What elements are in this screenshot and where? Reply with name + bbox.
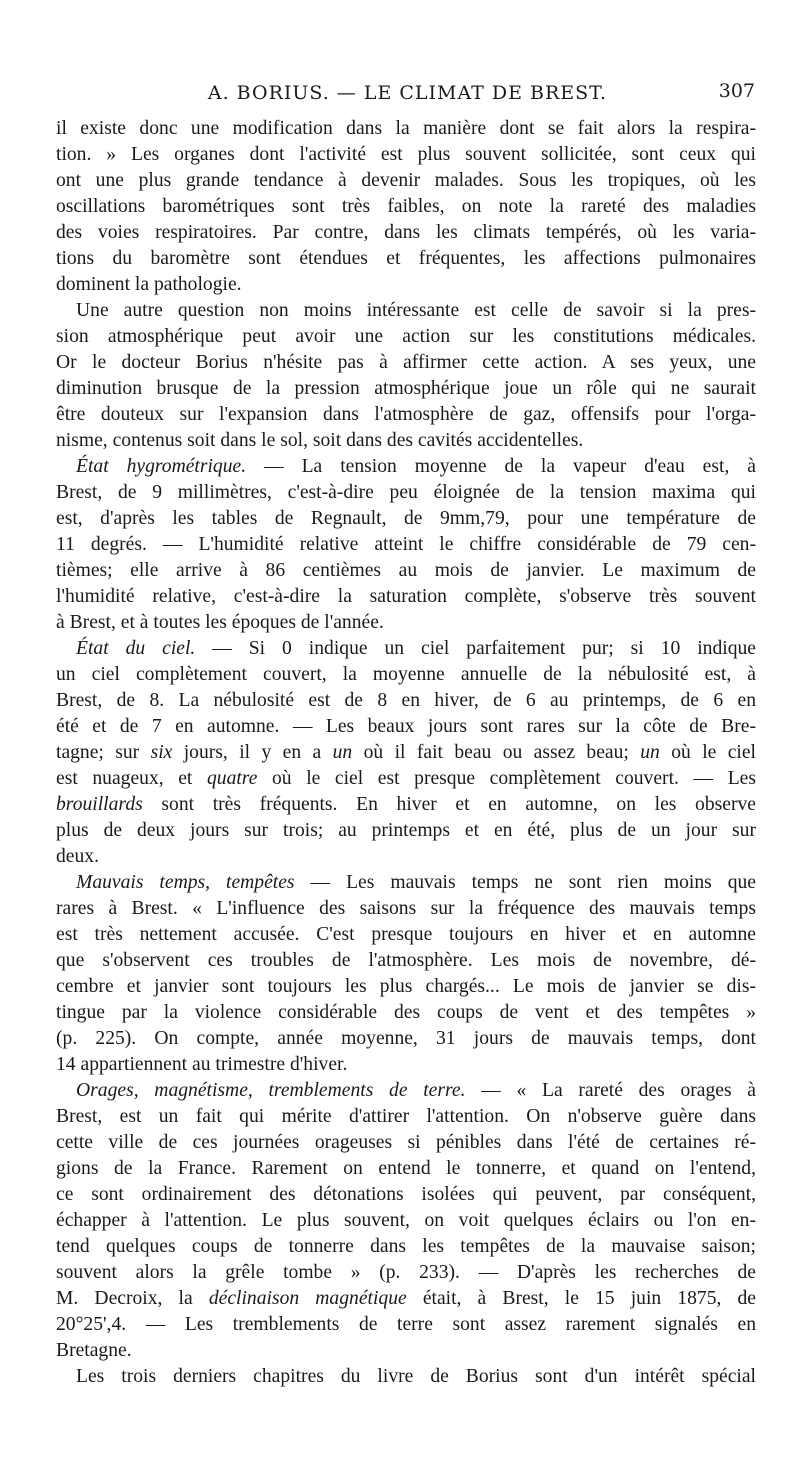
italic-span: six xyxy=(150,742,173,763)
text-span: être douteux sur l'expansion dans l'atmosphère de gaz, offensifs pour l'orga- xyxy=(56,404,756,425)
text-line xyxy=(56,1260,756,1286)
text-span: ont une plus grande tendance à devenir malades. Sous les tropiques, où les xyxy=(56,170,756,191)
text-span: était, à Brest, le 15 juin 1875, de xyxy=(406,1288,756,1309)
text-span: des voies respiratoires. Par contre, dans les climats tempérés, où les varia- xyxy=(56,222,756,243)
text-span: où il fait beau ou assez beau; xyxy=(352,742,641,763)
text-line xyxy=(56,506,756,532)
text-line xyxy=(56,324,756,350)
text-span: que s'observent ces troubles de l'atmosphère. Les mois de novembre, dé- xyxy=(56,950,756,971)
italic-span: État du ciel. xyxy=(76,638,196,659)
text-line xyxy=(56,272,756,298)
text-line xyxy=(56,1286,756,1312)
text-line xyxy=(56,168,756,194)
text-span: est, d'après les tables de Regnault, de 9mm,79, pour une température de xyxy=(56,508,756,529)
text-line xyxy=(56,610,756,636)
text-span: été et de 7 en automne. — Les beaux jours sont rares sur la côte de Bre- xyxy=(56,716,756,737)
text-span: 20°25',4. — Les tremblements de terre sont assez rarement signalés en xyxy=(56,1314,756,1335)
text-line xyxy=(56,558,756,584)
italic-span: déclinaison magnétique xyxy=(208,1288,407,1309)
text-span: tion. » Les organes dont l'activité est plus souvent sollicitée, sont ceux qui xyxy=(56,144,756,165)
text-line xyxy=(56,662,756,688)
text-span: — Si 0 indique un ciel parfaitement pur; si 10 indique xyxy=(195,638,756,659)
text-line xyxy=(56,376,756,402)
text-span: tingue par la violence considérable des coups de vent et des tempêtes » xyxy=(56,1002,756,1023)
italic-span: un xyxy=(332,742,353,763)
text-line xyxy=(56,1052,756,1078)
text-line xyxy=(56,636,756,662)
text-span: ce sont ordinairement des détonations isolées qui peuvent, par conséquent, xyxy=(56,1184,756,1205)
text-span: plus de deux jours sur trois; au printemps et en été, plus de un jour sur xyxy=(56,820,756,841)
text-line xyxy=(56,532,756,558)
text-span: il existe donc une modification dans la manière dont se fait alors la respira- xyxy=(56,118,756,139)
text-span: jours, il y en a xyxy=(172,742,333,763)
text-span: un ciel complètement couvert, la moyenne annuelle de la nébulosité est, à xyxy=(56,664,756,685)
text-span: à Brest, et à toutes les époques de l'année. xyxy=(56,612,384,633)
text-span: (p. 225). On compte, année moyenne, 31 jours de mauvais temps, dont xyxy=(56,1028,756,1049)
text-span: Les trois derniers chapitres du livre de Borius sont d'un intérêt spécial xyxy=(76,1366,756,1387)
text-line xyxy=(56,1234,756,1260)
text-line xyxy=(56,714,756,740)
text-line xyxy=(56,922,756,948)
text-span: rares à Brest. « L'influence des saisons sur la fréquence des mauvais temps xyxy=(56,898,756,919)
text-span: tend quelques coups de tonnerre dans les tempêtes de la mauvaise saison; xyxy=(56,1236,756,1257)
text-span: deux. xyxy=(56,846,99,867)
text-line xyxy=(56,792,756,818)
italic-span: quatre xyxy=(206,768,258,789)
text-line xyxy=(56,142,756,168)
text-span: l'humidité relative, c'est-à-dire la saturation complète, s'observe très souvent xyxy=(56,586,756,607)
text-line xyxy=(56,1156,756,1182)
text-span: échapper à l'attention. Le plus souvent, on voit quelques éclairs ou l'on en- xyxy=(56,1210,756,1231)
text-span: tions du baromètre sont étendues et fréquentes, les affections pulmonaires xyxy=(56,248,756,269)
text-line xyxy=(56,194,756,220)
text-span: est très nettement accusée. C'est presque toujours en hiver et en automne xyxy=(56,924,756,945)
text-line xyxy=(56,480,756,506)
text-line xyxy=(56,428,756,454)
text-span: est nuageux, et xyxy=(56,768,207,789)
italic-span: brouillards xyxy=(56,794,143,815)
text-span: souvent alors la grêle tombe » (p. 233). — D'après les recherches de xyxy=(56,1262,756,1283)
text-line xyxy=(56,688,756,714)
text-span: où le ciel xyxy=(659,742,756,763)
text-line xyxy=(56,220,756,246)
text-line xyxy=(56,1312,756,1338)
text-span: Brest, de 9 millimètres, c'est-à-dire peu éloignée de la tension maxima qui xyxy=(56,482,756,503)
text-span: dominent la pathologie. xyxy=(56,274,242,295)
text-line xyxy=(56,974,756,1000)
text-span: — Les mauvais temps ne sont rien moins que xyxy=(294,872,756,893)
page-number: 307 xyxy=(718,80,755,102)
text-span: Or le docteur Borius n'hésite pas à affirmer cette action. A ses yeux, une xyxy=(56,352,756,373)
text-line xyxy=(56,844,756,870)
text-line xyxy=(56,818,756,844)
text-span: Brest, de 8. La nébulosité est de 8 en hiver, de 6 au printemps, de 6 en xyxy=(56,690,756,711)
text-line xyxy=(56,948,756,974)
text-span: cette ville de ces journées orageuses si pénibles dans l'été de certaines ré- xyxy=(56,1132,756,1153)
text-line xyxy=(56,766,756,792)
text-span: Brest, est un fait qui mérite d'attirer l'attention. On n'observe guère dans xyxy=(56,1106,756,1127)
text-span: tièmes; elle arrive à 86 centièmes au mois de janvier. Le maximum de xyxy=(56,560,756,581)
text-line xyxy=(56,1130,756,1156)
italic-span: Orages, magnétisme, tremblements de terre. xyxy=(76,1080,466,1101)
text-span: sont très fréquents. En hiver et en automne, on les observe xyxy=(142,794,756,815)
text-span: 11 degrés. — L'humidité relative atteint le chiffre considérable de 79 cen- xyxy=(56,534,756,555)
running-title: A. BORIUS. — LE CLIMAT DE BREST. xyxy=(207,82,608,104)
text-line xyxy=(56,402,756,428)
page-header xyxy=(60,80,755,110)
text-line xyxy=(56,116,756,142)
text-line xyxy=(56,584,756,610)
text-line xyxy=(56,350,756,376)
text-line xyxy=(56,740,756,766)
text-span: M. Decroix, la xyxy=(56,1288,209,1309)
text-line xyxy=(56,870,756,896)
text-line xyxy=(56,298,756,324)
text-span: oscillations barométriques sont très faibles, on note la rareté des maladies xyxy=(56,196,756,217)
italic-span: État hygrométrique. xyxy=(76,456,247,477)
text-line xyxy=(56,246,756,272)
text-span: tagne; sur xyxy=(56,742,151,763)
text-span: nisme, contenus soit dans le sol, soit dans des cavités accidentelles. xyxy=(56,430,584,451)
text-line xyxy=(56,1364,756,1390)
text-span: 14 appartiennent au trimestre d'hiver. xyxy=(56,1054,348,1075)
text-span: diminution brusque de la pression atmosphérique joue un rôle qui ne saurait xyxy=(56,378,756,399)
text-line xyxy=(56,896,756,922)
italic-span: un xyxy=(640,742,660,763)
text-span: Une autre question non moins intéressante est celle de savoir si la pres- xyxy=(76,300,756,321)
text-line xyxy=(56,1182,756,1208)
text-span: cembre et janvier sont toujours les plus chargés... Le mois de janvier se dis- xyxy=(56,976,756,997)
text-line xyxy=(56,1338,756,1364)
italic-span: Mauvais temps, tempêtes xyxy=(76,872,295,893)
text-line xyxy=(56,1026,756,1052)
text-span: Bretagne. xyxy=(56,1340,132,1361)
text-span: où le ciel est presque complètement couvert. — Les xyxy=(257,768,756,789)
text-line xyxy=(56,1000,756,1026)
text-span: — La tension moyenne de la vapeur d'eau est, à xyxy=(246,456,756,477)
text-span: sion atmosphérique peut avoir une action sur les constitutions médicales. xyxy=(56,326,756,347)
text-line xyxy=(56,454,756,480)
body-text xyxy=(56,116,756,1390)
text-line xyxy=(56,1208,756,1234)
text-span: — « La rareté des orages à xyxy=(465,1080,756,1101)
text-line xyxy=(56,1104,756,1130)
text-line xyxy=(56,1078,756,1104)
text-span: gions de la France. Rarement on entend le tonnerre, et quand on l'entend, xyxy=(56,1158,756,1179)
